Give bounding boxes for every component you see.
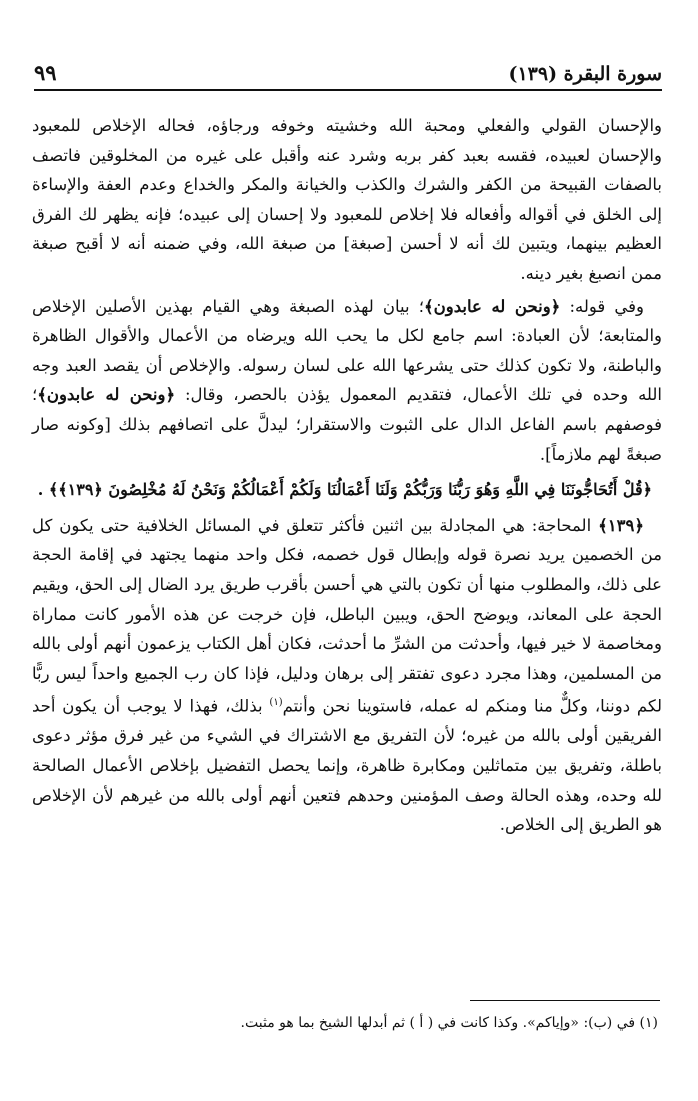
footnote-1: (١) في (ب): «وإياكم». وكذا كانت في ( أ ) ثم أبدلها الشيخ بما هو مثبت. [240,1015,658,1031]
verse-number-marker: ﴿١٣٩﴾ [598,515,644,535]
quran-quote: ﴿ونحن له عابدون﴾ [37,385,176,405]
footnote-divider [470,1000,660,1001]
paragraph-2-text-a: وفي قوله: [560,296,644,316]
page-number: ٩٩ [34,60,57,85]
paragraph-3 [32,511,662,840]
paragraph-3-text-end: بذلك، فهذا لا يوجب أن يكون أحد الفريقين أولى بالله من غيره؛ لأن التفريق مع الاشتراك في الشيء من غير فرق مؤثر دعوى باطلة، وتفريق بين متماثلين ومكابرة ظاهرة، وإنما يحصل التفضيل بإخلاص الأعمال الصالحة لله وحده، وهذه الحالة وصف المؤمنين وحدهم فتعين أنهم أولى بالله من غيرهم لأن الإخلاص هو الطريق إلى الخلاص. [32,696,662,835]
paragraph-1: والإحسان القولي والفعلي ومحبة الله وخشيته وخوفه ورجاؤه، فحاله الإخلاص للمعبود والإحسان لعبيده، فقسه بعبد كفر بربه وشرد عنه وأقبل على غيره من المخلوقين فاتصف بالصفات القبيحة من الكفر والشرك والكذب والخيانة والمكر والخداع وعدم العفة والإساءة إلى الخلق في أقواله وأفعاله فلا إخلاص للمعبود ولا إحسان إلى عبيده؛ فإنه يظهر لك الفرق العظيم بينهما، ويتبين لك أنه لا أحسن [صبغة] من صبغة الله، وفي ضمنه أنه لا أقبح صبغة ممن انصبغ بغير دينه. [32,116,662,283]
paragraph-3-text: المحاجة: هي المجادلة بين اثنين فأكثر تتعلق في المسائل الخلافية حتى يكون كل من الخصمين يريد نصرة قوله وإبطال قول خصمه، فكل واحد منهما يجتهد في إقامة الحجة على ذلك، والمطلوب منها أن تكون بالتي هي أحسن بأقرب طريق يرد الضال إلى الحق، ويقيم الحجة على المعاند، ويوضح الحق، ويبين الباطل، فإن خرجت عن هذه الأمور كانت مماراة ومخاصمة لا خير فيها، وأحدثت من الشرِّ ما أحدثت، فكان أهل الكتاب يزعمون أنهم أولى بالله من المسلمين، وهذا مجرد دعوى تفتقر إلى برهان ودليل، فإذا كان رب الجميع واحداً ليس ربًّا لكم دوننا، وكلٌّ منا ومنكم له عمله، فاستوينا نحن وأنتم [32,515,663,716]
paragraph-2-text-b: ؛ بيان لهذه الصبغة وهي القيام بهذين الأصلين الإخلاص والمتابعة؛ لأن العبادة: اسم جامع لكل ما يحب الله ويرضاه من الأعمال والأقوال الظاهرة والباطنة، ولا تكون كذلك حتى يشرعها الله على لسان رسوله. والإخلاص أن يقصد العبد وجه الله وحده في تلك الأعمال، فتقديم المعمول يؤذن بالحصر، وقال: [32,296,662,405]
surah-title: سورة البقرة (١٣٩) [508,63,662,85]
page-body [32,108,662,840]
page-header [34,55,662,91]
paragraph-2 [32,292,662,470]
footnote-reference[interactable]: (١) [269,697,283,709]
quran-quote: ﴿ونحن له عابدون﴾ [423,296,561,316]
paragraph-2-text-c: ؛ فوصفهم باسم الفاعل الدال على الثبوت والاستقرار؛ ليدلَّ على اتصافهم بذلك [وكونه صار صبغةً لهم ملازماً]. [32,385,662,464]
verse-139: ﴿قُلْ أَتُحَاجُّونَنَا فِي اللَّهِ وَهُوَ رَبُّنَا وَرَبُّكُمْ وَلَنَا أَعْمَالُنَا وَلَكُمْ أَعْمَالُكُمْ وَنَحْنُ لَهُ مُخْلِصُونَ ﴿١٣٩﴾﴾ . [37,480,652,500]
